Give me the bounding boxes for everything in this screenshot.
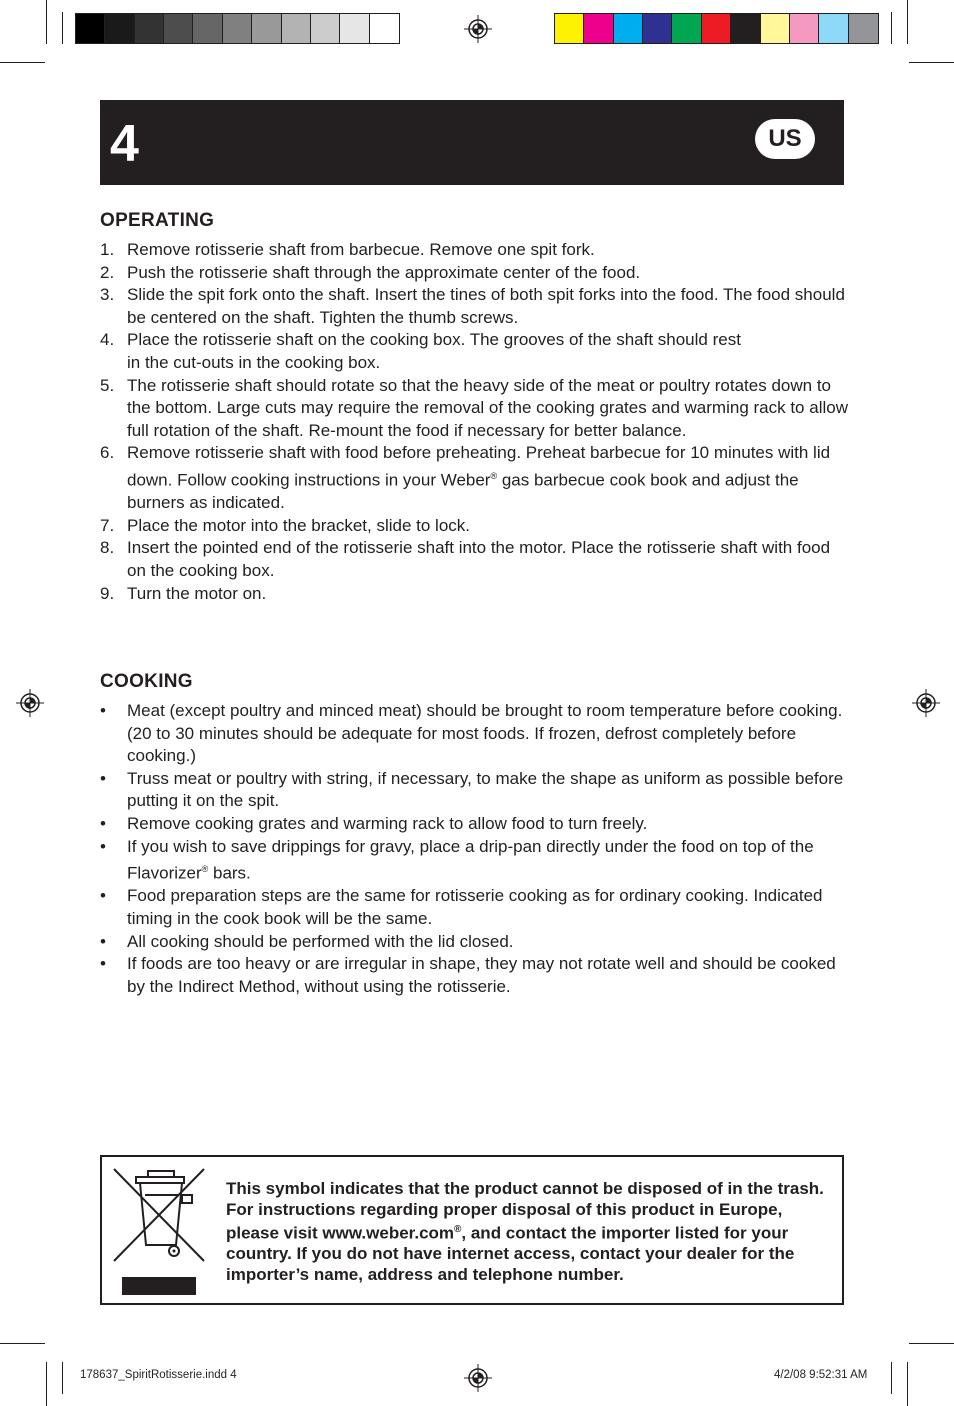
disposal-notice-text: This symbol indicates that the product cannot be disposed of in the trash. For instructions regarding proper disposal of this product in Europe, please visit www.weber.com®, and contact the importer listed for your country. If you do not have internet access, contact your dealer for the importer’s name, address and telephone number. xyxy=(226,1179,824,1285)
color-swatch xyxy=(643,14,672,43)
operating-steps-list xyxy=(100,239,848,605)
list-item: 3. Slide the spit fork onto the shaft. Insert the tines of both spit forks into the food. The food should be centered on the shaft. Tighten the thumb screws. xyxy=(100,285,845,327)
color-swatch xyxy=(672,14,701,43)
list-item: 8. Insert the pointed end of the rotisserie shaft into the motor. Place the rotisserie shaft with food on the cooking box. xyxy=(100,538,831,580)
color-swatch xyxy=(252,14,281,43)
list-item: • If you wish to save drippings for gravy, place a drip-pan directly under the food on top of the Flavorizer® bars. xyxy=(100,836,814,883)
cooking-heading: COOKING xyxy=(100,671,193,692)
list-item: • Remove cooking grates and warming rack to allow food to turn freely. xyxy=(100,813,648,833)
list-item: • Meat (except poultry and minced meat) should be brought to room temperature before cooking. (20 to 30 minutes should be adequate for most foods. If frozen, defrost completely before cooking.) xyxy=(100,701,843,766)
list-item: • Food preparation steps are the same for rotisserie cooking as for ordinary cooking. Indicated timing in the cook book will be the same. xyxy=(100,886,823,928)
grayscale-color-bar xyxy=(75,13,400,44)
color-swatch xyxy=(135,14,164,43)
color-swatch xyxy=(340,14,369,43)
page-header-bar xyxy=(100,100,844,185)
list-item: 7. Place the motor into the bracket, slide to lock. xyxy=(100,515,471,535)
registration-mark-icon xyxy=(16,689,44,717)
color-swatch xyxy=(614,14,643,43)
footer-timestamp: 4/2/08 9:52:31 AM xyxy=(774,1369,868,1381)
color-swatch xyxy=(223,14,252,43)
registration-mark-icon xyxy=(464,1364,492,1392)
list-item: 4. Place the rotisserie shaft on the cooking box. The grooves of the shaft should rest in the cut-outs in the cooking box. xyxy=(100,330,741,372)
color-swatch xyxy=(76,14,105,43)
color-swatch xyxy=(164,14,193,43)
page-number: 4 xyxy=(110,115,139,173)
color-swatch xyxy=(193,14,222,43)
color-swatch xyxy=(819,14,848,43)
cooking-tips-list xyxy=(100,700,848,998)
color-swatch xyxy=(702,14,731,43)
disposal-notice-box xyxy=(100,1155,844,1305)
footer-filename: 178637_SpiritRotisserie.indd 4 xyxy=(80,1369,237,1381)
registration-mark-icon xyxy=(464,15,492,43)
crossed-out-wheelie-bin-icon xyxy=(112,1165,208,1300)
color-swatch xyxy=(311,14,340,43)
color-swatch xyxy=(849,14,878,43)
list-item: 5. The rotisserie shaft should rotate so that the heavy side of the meat or poultry rotates down to the bottom. Large cuts may require the removal of the cooking grates and warming rack to allow full rotation of the shaft. Re-mount the food if necessary for better balance. xyxy=(100,375,848,440)
operating-heading: OPERATING xyxy=(100,210,215,231)
list-item: • Truss meat or poultry with string, if necessary, to make the shape as uniform as possible before putting it on the spit. xyxy=(100,768,844,811)
color-swatch xyxy=(761,14,790,43)
color-swatch xyxy=(105,14,134,43)
color-swatch xyxy=(731,14,760,43)
list-item: 9. Turn the motor on. xyxy=(100,583,267,603)
list-item: 2. Push the rotisserie shaft through the approximate center of the food. xyxy=(100,262,641,282)
region-badge: US xyxy=(755,119,815,159)
list-item: • All cooking should be performed with the lid closed. xyxy=(100,931,514,951)
list-item: 1. Remove rotisserie shaft from barbecue. Remove one spit fork. xyxy=(100,240,595,259)
list-item: 6. Remove rotisserie shaft with food before preheating. Preheat barbecue for 10 minutes with lid down. Follow cooking instructions in your Weber® gas barbecue cook book and adjust the burners as indicated. xyxy=(100,443,831,513)
color-swatch xyxy=(555,14,584,43)
registration-mark-icon xyxy=(912,689,940,717)
color-swatch xyxy=(790,14,819,43)
color-swatch xyxy=(370,14,399,43)
color-swatch xyxy=(282,14,311,43)
color-swatch xyxy=(584,14,613,43)
process-color-bar xyxy=(554,13,879,44)
list-item: • If foods are too heavy or are irregular in shape, they may not rotate well and should be cooked by the Indirect Method, without using the rotisserie. xyxy=(100,954,836,996)
